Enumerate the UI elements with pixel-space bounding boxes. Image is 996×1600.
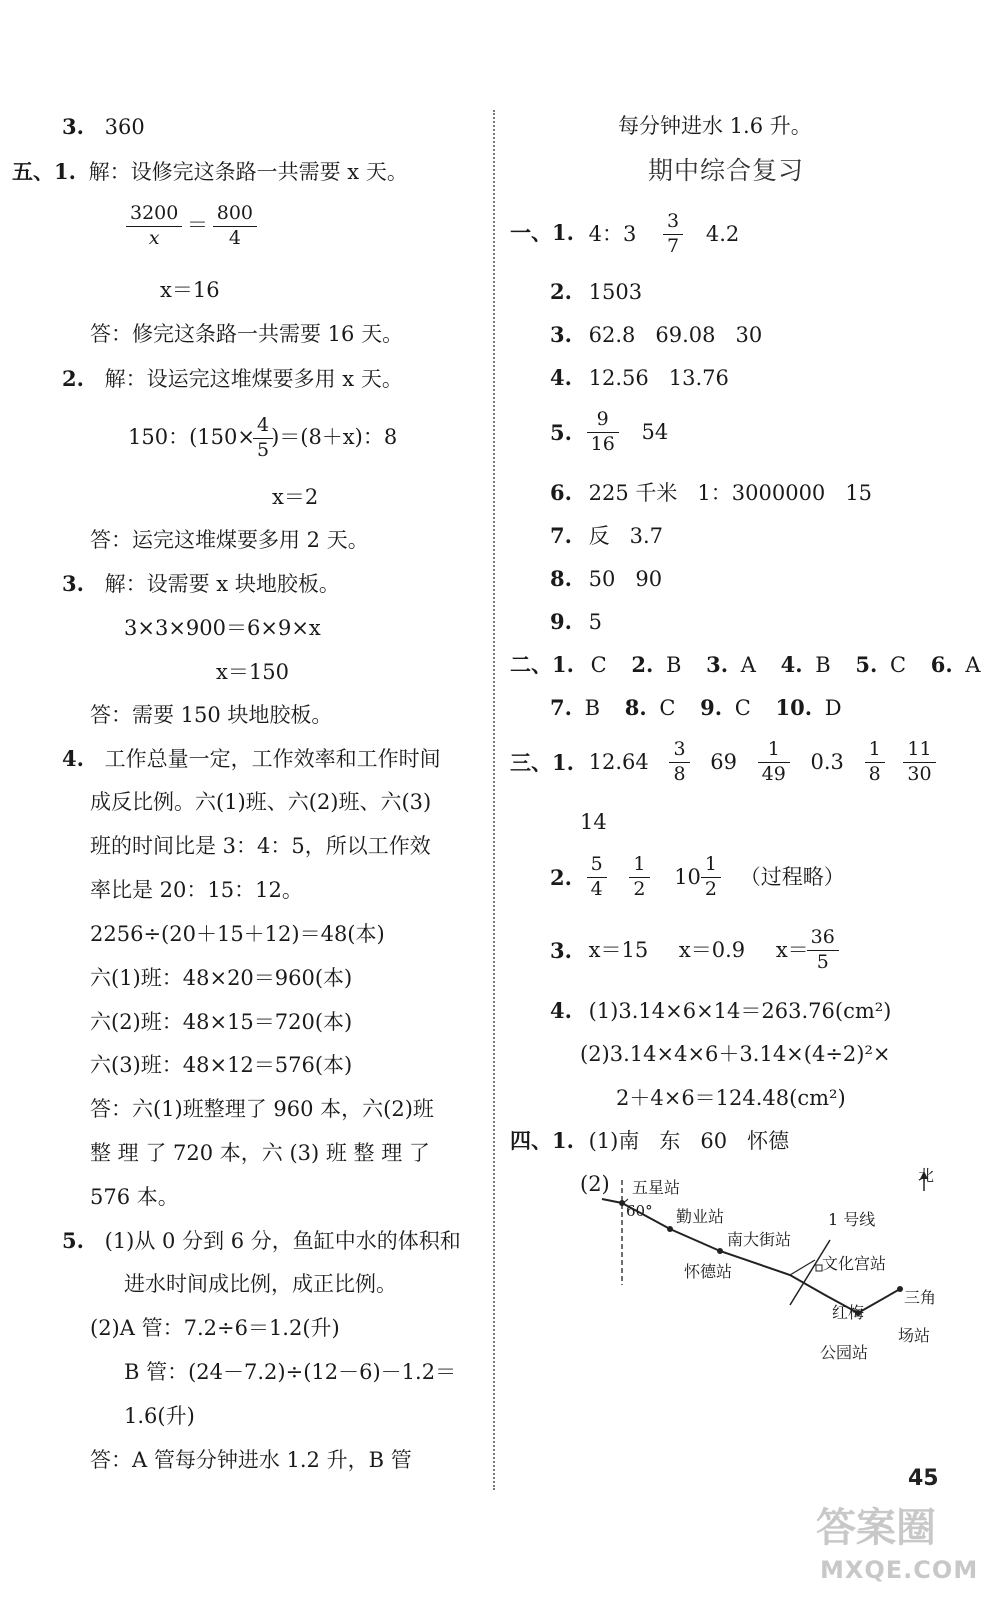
item-number: 3. — [550, 322, 572, 347]
answer-text: 答：修完这条路一共需要 16 天。 — [90, 322, 404, 346]
item-number: 二、1. — [510, 652, 574, 677]
item-number: 6. — [550, 480, 572, 505]
answer-line — [12, 161, 408, 183]
station-dot — [667, 1226, 673, 1232]
item-number: 4. — [550, 365, 572, 390]
station-dot — [717, 1248, 723, 1254]
station-label: 红梅 — [832, 1303, 865, 1322]
answer-text: 答：六(1)班整理了 960 本，六(2)班 — [90, 1097, 434, 1121]
answer-line: 二、1. C 2. B 3. A 4. B 5. C 6. A — [510, 652, 981, 677]
equals-sign: ＝ — [187, 212, 209, 237]
answer-line: 三、1. 12.64 $\frac{3}{8}$ 69 $\frac{1}{49}$ 0.3 $\frac{1}{8}$ $\frac{11}{30}$ — [510, 740, 934, 785]
item-number: 9. — [550, 609, 572, 634]
equation-result: x＝2 — [272, 485, 319, 509]
item-number: 五、1. — [12, 159, 76, 184]
item-number: 2. — [62, 366, 84, 391]
equation: 六(2)班：48×15＝720(本) — [90, 1010, 353, 1034]
watermark-logo: 答案圈 — [816, 1505, 936, 1551]
fraction: $\frac{4}{5}$ — [255, 416, 271, 461]
fraction: $\frac{1}{49}$ — [760, 740, 788, 785]
answer-line — [550, 568, 662, 590]
item-number: 8. — [550, 566, 572, 591]
answer-line — [550, 482, 872, 504]
station-label: 五星站 — [632, 1178, 681, 1197]
answer-text: 50 90 — [588, 567, 663, 591]
fraction: $\frac{3}{8}$ — [671, 740, 687, 785]
answer-line: 7. B 8. C 9. C 10. D — [550, 695, 842, 720]
item-number: 三、1. — [510, 749, 574, 775]
answer-line — [550, 611, 602, 633]
equation-result: x＝16 — [160, 278, 220, 302]
item-number: 5. — [62, 1228, 84, 1253]
metro-line-label-leader — [790, 1260, 815, 1275]
equation: 3×3×900＝6×9×x — [124, 616, 321, 640]
column-divider — [493, 110, 495, 1490]
answer-text: 576 本。 — [90, 1185, 179, 1209]
item-number: 4. — [62, 746, 84, 771]
fraction: $\frac{3}{7}$ — [665, 212, 681, 257]
item-number: 5. — [550, 419, 572, 445]
answer-text: 14 — [580, 810, 607, 834]
equation: 1.6(升) — [124, 1404, 195, 1428]
answer-text: (1)从 0 分到 6 分，鱼缸中水的体积和 — [104, 1229, 461, 1253]
answer-text: 工作总量一定，工作效率和工作时间 — [104, 747, 441, 771]
equation: (2)A 管：7.2÷6＝1.2(升) — [90, 1316, 340, 1340]
item-number: 7. — [550, 523, 572, 548]
answer-line — [550, 367, 729, 389]
answer-text: 反 3.7 — [588, 524, 664, 548]
answer-line — [550, 281, 642, 303]
item-number: 4. — [550, 998, 572, 1023]
station-dot — [619, 1200, 625, 1206]
station-label: 怀德站 — [684, 1262, 733, 1281]
answer-line: 3. x＝15 x＝0.9 x＝ $\frac{36}{5}$ — [550, 928, 837, 973]
map-label: (2) — [580, 1172, 610, 1196]
answer-text: 解：设需要 x 块地胶板。 — [104, 572, 340, 596]
fraction: $\frac{36}{5}$ — [809, 928, 837, 973]
answer-text: 360 — [104, 115, 145, 139]
equation: (2)3.14×4×6＋3.14×(4÷2)²× — [580, 1042, 891, 1066]
route-map — [580, 1165, 980, 1395]
answer-line — [62, 116, 145, 138]
station-label: 文化宫站 — [822, 1254, 887, 1273]
north-label: 北 — [918, 1166, 935, 1185]
answer-text: 解：设修完这条路一共需要 x 天。 — [88, 160, 408, 184]
equation: 六(1)班：48×20＝960(本) — [90, 966, 353, 990]
fraction: $\frac{1}{8}$ — [867, 740, 883, 785]
answer-text: 解：设运完这堆煤要多用 x 天。 — [104, 367, 403, 391]
answer-line — [550, 410, 668, 455]
answer-text: 答：需要 150 块地胶板。 — [90, 703, 333, 727]
answer-text: (1)南 东 60 怀德 — [588, 1129, 790, 1153]
station-label: 南大街站 — [727, 1230, 792, 1249]
note-text: （过程略） — [739, 864, 845, 889]
station-label: 三角 — [904, 1288, 937, 1307]
answer-line — [62, 1230, 461, 1252]
answer-text: 12.56 13.76 — [588, 366, 729, 390]
answer-line — [550, 1000, 891, 1022]
page-number: 45 — [908, 1466, 939, 1491]
station-label: 勤业站 — [676, 1207, 725, 1226]
answer-text: 54 — [641, 419, 669, 444]
line-label: 1 号线 — [828, 1210, 876, 1229]
answer-text: 每分钟进水 1.6 升。 — [618, 114, 812, 138]
equation: 六(3)班：48×12＝576(本) — [90, 1053, 353, 1077]
station-label: 场站 — [898, 1326, 931, 1345]
equation-fraction — [128, 204, 255, 249]
fraction: $\frac{1}{2}$ — [631, 855, 647, 900]
answer-line — [62, 748, 441, 770]
fraction: $\frac{11}{30}$ — [905, 740, 933, 785]
answer-text: 班的时间比是 3：4：5，所以工作效 — [90, 834, 431, 858]
fraction: $\frac{3200}{x}$ — [128, 204, 180, 249]
answer-text: 进水时间成比例，成正比例。 — [124, 1272, 397, 1296]
item-number: 2. — [550, 864, 572, 890]
answer-text: 225 千米 1：3000000 15 — [588, 481, 873, 505]
answer-text: 答：A 管每分钟进水 1.2 升，B 管 — [90, 1448, 412, 1472]
equation: 2＋4×6＝124.48(cm²) — [616, 1086, 846, 1110]
fraction: $\frac{800}{4}$ — [215, 204, 255, 249]
fraction: $\frac{9}{16}$ — [589, 410, 617, 455]
answer-line: 2. $\frac{5}{4}$ $\frac{1}{2}$ 10 $\frac{1}{2}$ （过程略） — [550, 853, 845, 900]
answer-line — [62, 573, 340, 595]
answer-text: 整 理 了 720 本，六 (3) 班 整 理 了 — [90, 1141, 430, 1165]
answer-text: 1503 — [588, 280, 643, 304]
answer-text: 答：运完这堆煤要多用 2 天。 — [90, 528, 369, 552]
answer-text: 率比是 20：15：12。 — [90, 878, 303, 902]
item-number: 四、1. — [510, 1128, 574, 1153]
equation-result: x＝150 — [216, 660, 289, 684]
answer-text: 62.8 69.08 30 — [588, 323, 763, 347]
item-number: 3. — [62, 571, 84, 596]
item-number: 一、1. — [510, 219, 574, 245]
equation-fraction: 150：(150× $\frac{4}{5}$ )＝(8＋x)：8 — [128, 414, 398, 461]
answer-line — [550, 324, 762, 346]
answer-line — [62, 368, 403, 390]
equation: B 管：(24－7.2)÷(12－6)－1.2＝ — [124, 1360, 457, 1384]
angle-label: 60° — [626, 1202, 653, 1220]
fraction: $\frac{1}{2}$ — [703, 855, 719, 900]
answer-text: 5 — [588, 610, 602, 634]
answer-line — [550, 525, 663, 547]
station-dot — [897, 1286, 903, 1292]
watermark-url: MXQE.COM — [820, 1556, 979, 1584]
station-label: 公园站 — [820, 1343, 869, 1362]
section-title: 期中综合复习 — [648, 156, 805, 185]
fraction: $\frac{5}{4}$ — [589, 855, 605, 900]
item-number: 2. — [550, 279, 572, 304]
equation: (1)3.14×6×14＝263.76(cm²) — [588, 999, 892, 1023]
item-number: 3. — [550, 937, 572, 963]
answer-line: 一、1. 4：3 $\frac{3}{7}$ 4.2 — [510, 210, 740, 257]
item-number: 3. — [62, 114, 84, 139]
equation: 2256÷(20＋15＋12)＝48(本) — [90, 922, 385, 946]
answer-text: 成反比例。六(1)班、六(2)班、六(3) — [90, 790, 432, 814]
answer-line — [510, 1130, 789, 1152]
